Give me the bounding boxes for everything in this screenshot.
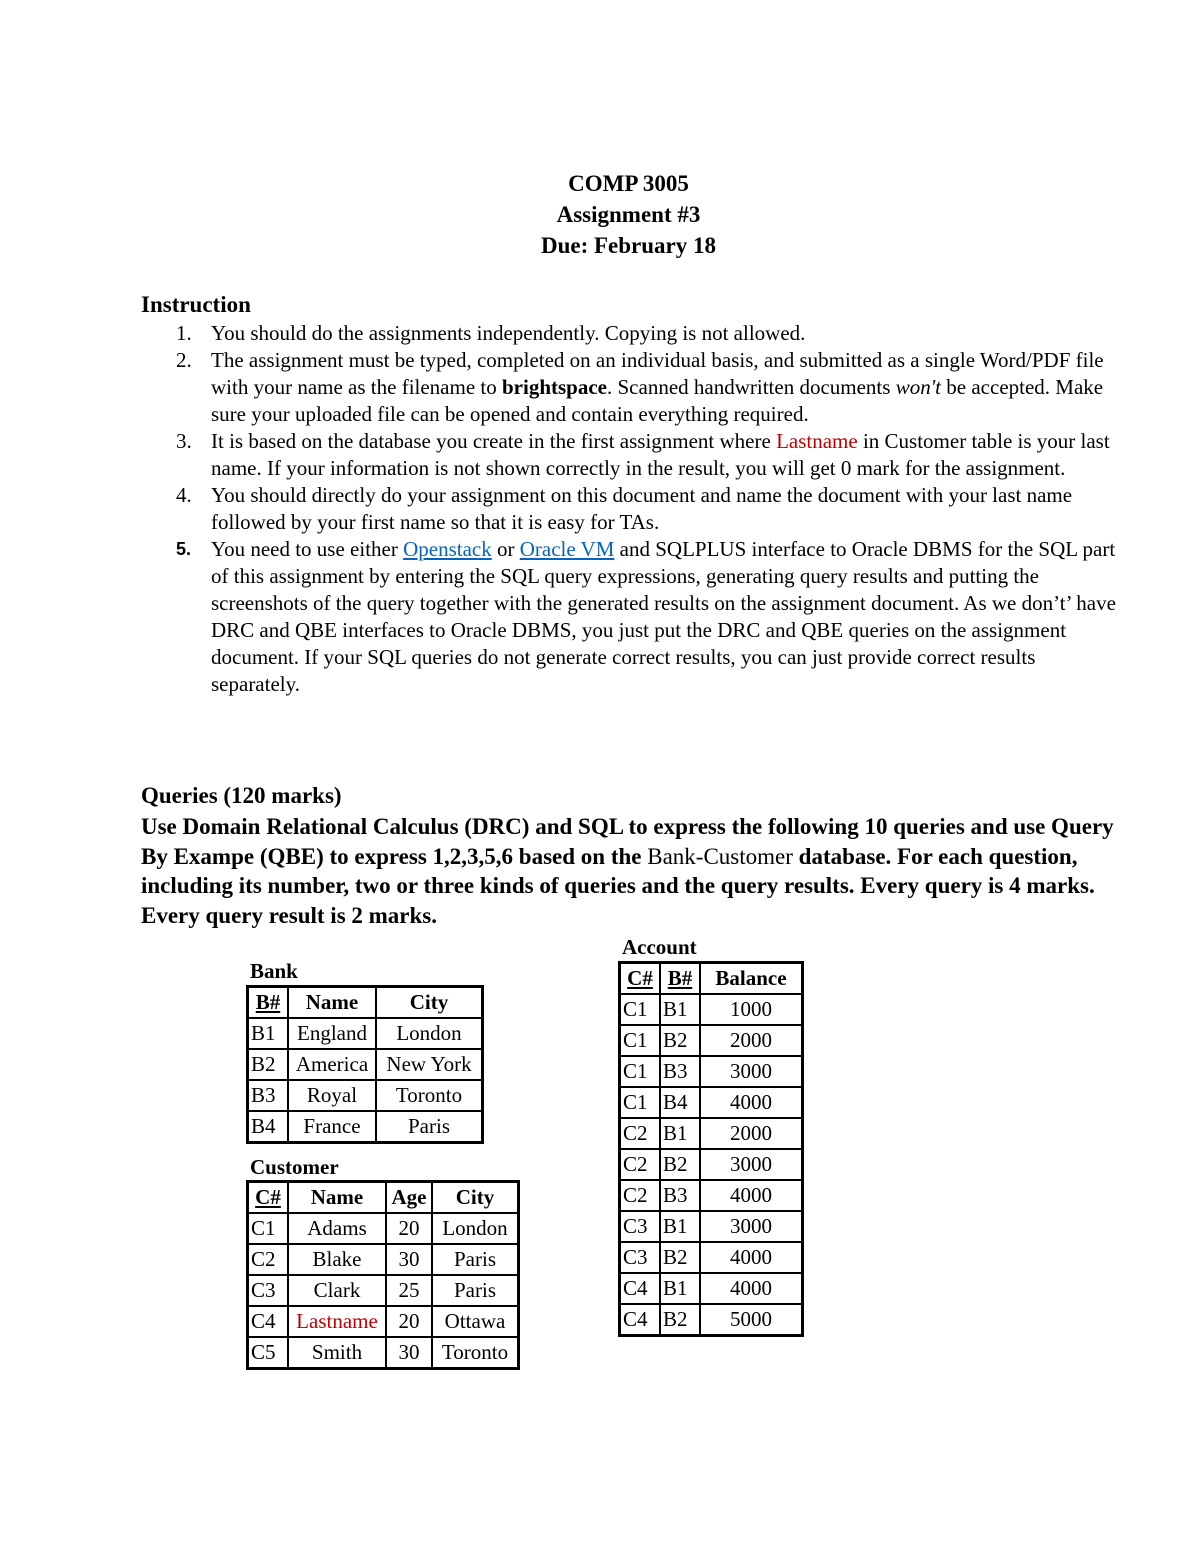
column-header: Age — [386, 1182, 432, 1214]
column-header: C# — [248, 1182, 289, 1214]
table-row: C5 Smith 30 Toronto — [248, 1337, 519, 1369]
table-header-row — [620, 963, 803, 995]
account-caption: Account — [622, 935, 697, 959]
bank-caption: Bank — [250, 959, 298, 983]
item-text: . Scanned handwritten documents — [607, 375, 896, 399]
table-row: C2 B3 4000 — [620, 1180, 803, 1211]
customer-table — [246, 1180, 520, 1370]
due-date: Due: February 18 — [540, 233, 717, 258]
item-text: You should do the assignments independently. Copying is not allowed. — [211, 321, 806, 345]
queries-description: Use Domain Relational Calculus (DRC) and SQL to express the following 10 queries and use Query By Exampe (QBE) to express 1,2,3,5,6 based on the Bank-Customer database. For each question, including its number, two or three kinds of queries and the query results. Every query is 4 marks. Every query result is 2 marks. — [141, 814, 1114, 928]
table-row: C1 B1 1000 — [620, 994, 803, 1025]
item-text: You should directly do your assignment on this document and name the document with your last name followed by your first name so that it is easy for TAs. — [211, 483, 1073, 534]
item-number: 3. — [176, 429, 192, 453]
table-row: B4 France Paris — [248, 1111, 483, 1143]
assignment-number: Assignment #3 — [556, 202, 701, 227]
bank-table — [246, 985, 484, 1144]
instruction-item — [141, 428, 1121, 482]
database-name: Bank-Customer — [647, 843, 793, 869]
item-text: You need to use either — [211, 537, 404, 561]
openstack-link[interactable]: Openstack — [403, 537, 492, 561]
brightspace-term: brightspace — [502, 375, 607, 399]
instruction-item — [141, 482, 1121, 536]
item-text: in Customer table is your last name. If your information is not shown correctly in the result, you will get 0 mark for the assignment. — [211, 429, 1110, 480]
item-text: or — [491, 537, 520, 561]
table-row: C3 B2 4000 — [620, 1242, 803, 1273]
column-header: B# — [660, 963, 700, 995]
column-header: Name — [288, 1182, 386, 1214]
instruction-item — [141, 320, 1121, 347]
table-row: C1 B3 3000 — [620, 1056, 803, 1087]
column-header: City — [376, 987, 483, 1019]
item-number: 1. — [176, 321, 192, 345]
table-row: C1 B2 2000 — [620, 1025, 803, 1056]
item-text: be accepted. Make sure your uploaded file can be opened and contain everything required. — [211, 375, 1104, 426]
table-row: C4 B1 4000 — [620, 1273, 803, 1304]
lastname-highlight: Lastname — [776, 429, 858, 453]
instruction-heading: Instruction — [141, 292, 251, 317]
table-row: B3 Royal Toronto — [248, 1080, 483, 1111]
table-row: C3 B1 3000 — [620, 1211, 803, 1242]
customer-caption: Customer — [250, 1155, 339, 1179]
column-header: C# — [620, 963, 661, 995]
queries-heading: Queries (120 marks) — [141, 783, 342, 808]
column-header: Balance — [700, 963, 803, 995]
column-header: City — [432, 1182, 519, 1214]
column-header: Name — [288, 987, 376, 1019]
table-row: C3 Clark 25 Paris — [248, 1275, 519, 1306]
item-text: It is based on the database you create in the first assignment where — [211, 429, 777, 453]
table-row: C2 B1 2000 — [620, 1118, 803, 1149]
table-row: C2 Blake 30 Paris — [248, 1244, 519, 1275]
instruction-item — [141, 347, 1121, 428]
table-row: C2 B2 3000 — [620, 1149, 803, 1180]
table-row: C4 Lastname 20 Ottawa — [248, 1306, 519, 1337]
course-code: COMP 3005 — [568, 171, 689, 196]
table-header-row — [248, 1182, 519, 1214]
lastname-cell: Lastname — [288, 1306, 386, 1337]
document-title — [0, 168, 1200, 261]
table-row: B2 America New York — [248, 1049, 483, 1080]
table-row: C1 B4 4000 — [620, 1087, 803, 1118]
table-row: C1 Adams 20 London — [248, 1213, 519, 1244]
instruction-item — [141, 536, 1121, 698]
account-table — [618, 961, 804, 1337]
item-number: 5. — [176, 539, 192, 559]
table-row: C4 B2 5000 — [620, 1304, 803, 1336]
table-header-row — [248, 987, 483, 1019]
column-header: B# — [248, 987, 289, 1019]
item-number: 2. — [176, 348, 192, 372]
item-text: and SQLPLUS interface to Oracle DBMS for the SQL part of this assignment by entering the SQL query expressions, generating query results and putting the screenshots of the query together with the generated results on the assignment document. As we don’t’ have DRC and QBE interfaces to Oracle DBMS, you just put the DRC and QBE queries on the assignment document. If your SQL queries do not generate correct results, you can just provide correct results separately. — [211, 537, 1116, 696]
table-row: B1 England London — [248, 1018, 483, 1049]
item-text: The assignment must be typed, completed on an individual basis, and submitted as a single Word/PDF file with your name as the filename to — [211, 348, 1104, 399]
oracle-vm-link[interactable]: Oracle VM — [519, 537, 615, 561]
wont-emphasis: won't — [895, 375, 942, 399]
item-number: 4. — [176, 483, 192, 507]
instruction-list — [141, 320, 1121, 698]
